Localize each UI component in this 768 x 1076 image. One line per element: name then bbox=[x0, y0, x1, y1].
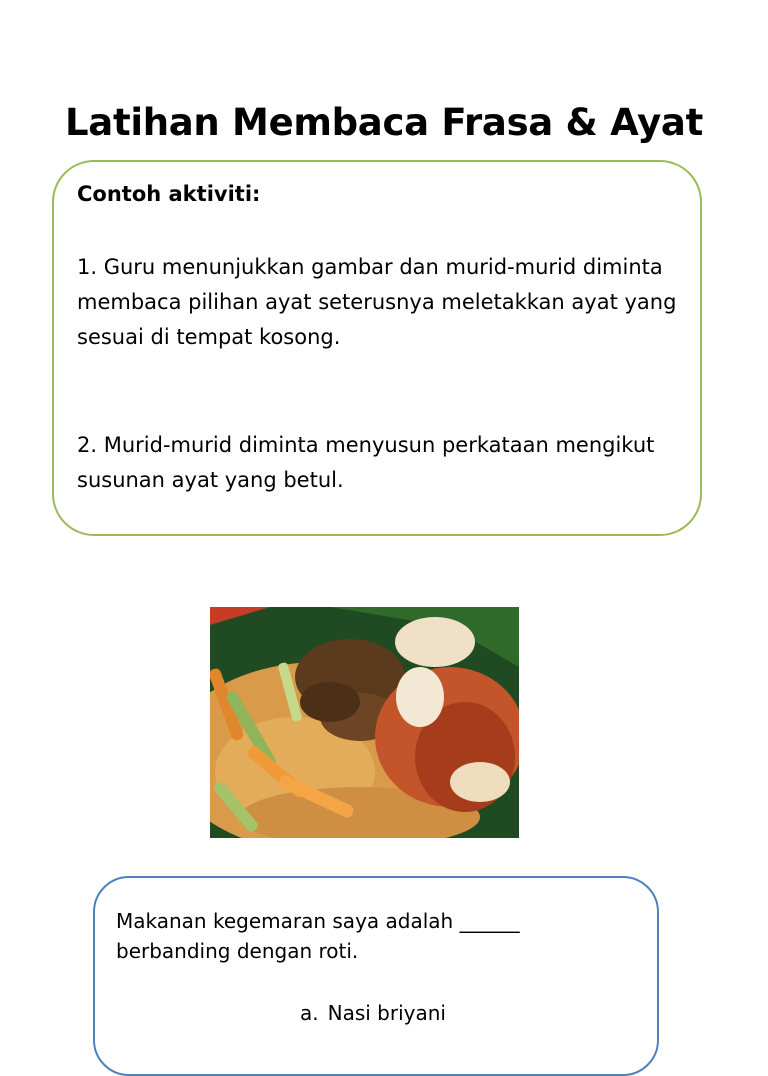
option-text: Nasi briyani bbox=[327, 1001, 446, 1025]
activity-heading: Contoh aktiviti: bbox=[77, 182, 261, 206]
activity-step-2: 2. Murid-murid diminta menyusun perkataan mengikut susunan ayat yang betul. bbox=[77, 433, 655, 492]
slide-title: Latihan Membaca Frasa & Ayat bbox=[65, 101, 703, 144]
question-sentence: Makanan kegemaran saya adalah ______ berbanding dengan roti. bbox=[116, 909, 520, 963]
activity-step-1: 1. Guru menunjukkan gambar dan murid-murid diminta membaca pilihan ayat seterusnya meletakkan ayat yang sesuai di tempat kosong. bbox=[77, 255, 677, 349]
option-marker: a. bbox=[300, 1001, 319, 1025]
food-photo bbox=[210, 607, 519, 838]
